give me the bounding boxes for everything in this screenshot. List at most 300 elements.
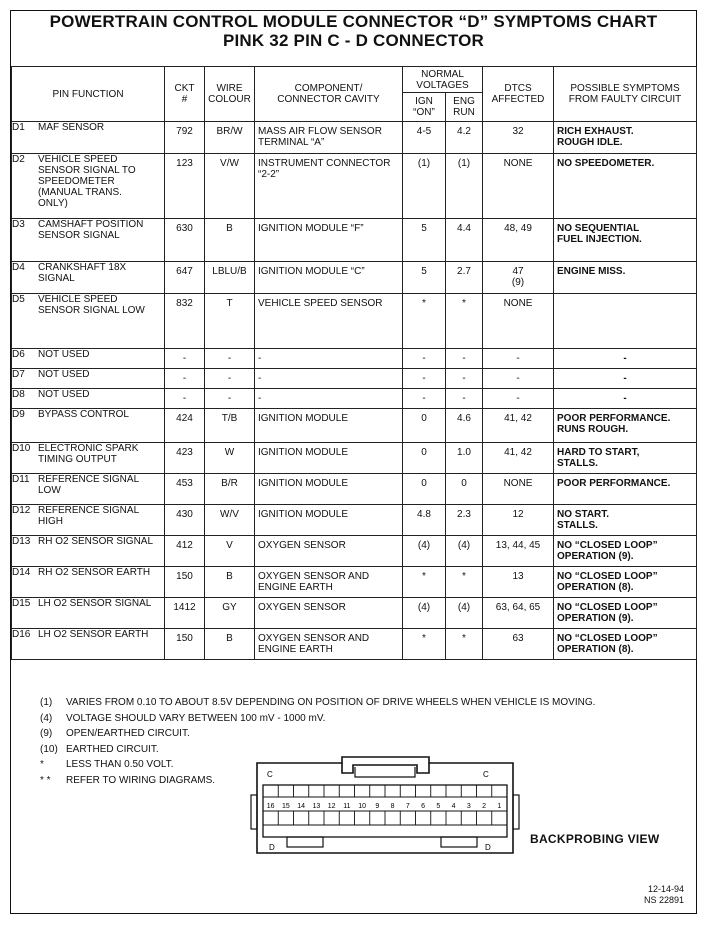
pin-id: D4 (12, 262, 25, 273)
cell-pin-function (12, 219, 165, 262)
pin-id: D2 (12, 154, 25, 165)
component-value: OXYGEN SENSOR (258, 540, 346, 551)
wire-colour-value: - (227, 393, 232, 404)
eng-run-value: 4.6 (457, 413, 471, 424)
cell-wire (205, 122, 255, 154)
eng-run-value: 1.0 (457, 447, 471, 458)
cell-component (255, 629, 403, 660)
cell-dtc (483, 629, 554, 660)
eng-run-value: - (462, 393, 466, 404)
pin-function-text: REFERENCE SIGNAL HIGH (38, 505, 140, 527)
wire-colour-value: B (226, 223, 233, 234)
pin-id: D1 (12, 122, 25, 133)
table-row (12, 409, 697, 443)
wire-colour-value: - (227, 353, 232, 364)
cell-ckt (165, 349, 205, 369)
table-row (12, 369, 697, 389)
footer-ref: NS 22891 (643, 895, 684, 905)
pin-id: D7 (12, 369, 25, 380)
symptom-value: - (623, 373, 627, 384)
ckt-value: 630 (176, 223, 193, 234)
cell-ckt (165, 536, 205, 567)
cell-run (446, 505, 483, 536)
pin-number: 1 (497, 803, 502, 810)
eng-run-value: 4.4 (457, 223, 471, 234)
connector-drawing (245, 755, 525, 860)
wire-colour-value: T/B (221, 413, 238, 424)
dtc-value: - (516, 393, 520, 404)
symptom-value: NO SEQUENTIAL FUEL INJECTION. (557, 223, 642, 245)
cell-ign (403, 474, 446, 505)
pin-id: D3 (12, 219, 25, 230)
header-ign-on: IGN “ON” (403, 93, 446, 122)
cell-pin-function (12, 389, 165, 409)
ckt-value: 832 (176, 298, 193, 309)
symptom-value: - (623, 353, 627, 364)
symptoms-table (11, 66, 697, 660)
table-row (12, 122, 697, 154)
wire-colour-value: T (226, 298, 233, 309)
pin-id: D10 (12, 443, 31, 454)
pin-function-text: VEHICLE SPEED SENSOR SIGNAL TO SPEEDOMETER (MANUAL TRANS. ONLY) (38, 154, 136, 209)
eng-run-value: - (462, 373, 466, 384)
cell-wire (205, 369, 255, 389)
table-row (12, 294, 697, 349)
cell-ckt (165, 294, 205, 349)
pin-function-text: BYPASS CONTROL (38, 409, 129, 420)
dtc-value: 41, 42 (504, 413, 532, 424)
dtc-value: - (516, 353, 520, 364)
cell-ckt (165, 567, 205, 598)
ckt-value: - (182, 393, 187, 404)
cell-pin-function (12, 122, 165, 154)
cell-ign (403, 262, 446, 294)
component-value: - (258, 373, 262, 384)
ign-on-value: 0 (421, 447, 427, 458)
cell-dtc (483, 443, 554, 474)
wire-colour-value: BR/W (216, 126, 243, 137)
wire-colour-value: B (226, 633, 233, 644)
cell-symptom (554, 505, 697, 536)
cell-pin-function (12, 505, 165, 536)
cell-ign (403, 369, 446, 389)
header-eng-run: ENG RUN (446, 93, 483, 122)
note-text: VOLTAGE SHOULD VARY BETWEEN 100 mV - 1000 mV. (66, 712, 326, 724)
table-row (12, 154, 697, 219)
cell-ign (403, 154, 446, 219)
component-value: INSTRUMENT CONNECTOR “2-2” (258, 158, 391, 180)
cell-pin-function (12, 598, 165, 629)
dtc-value: 32 (512, 126, 524, 137)
ign-on-value: 5 (421, 223, 427, 234)
eng-run-value: * (462, 633, 466, 644)
cell-ign (403, 349, 446, 369)
cell-ckt (165, 409, 205, 443)
note-text: OPEN/EARTHED CIRCUIT. (66, 728, 190, 739)
cell-wire (205, 349, 255, 369)
component-value: - (258, 393, 262, 404)
pin-number: 9 (375, 803, 380, 810)
cell-dtc (483, 598, 554, 629)
symptom-value: NO “CLOSED LOOP” OPERATION (9). (557, 540, 658, 562)
pin-number: 10 (358, 803, 367, 810)
note-key: (10) (40, 743, 58, 755)
backprobing-view-label: BACKPROBING VIEW (530, 832, 660, 846)
table-body (12, 122, 697, 660)
cell-symptom (554, 369, 697, 389)
cell-component (255, 389, 403, 409)
component-value: IGNITION MODULE “F” (258, 223, 364, 234)
cell-symptom (554, 536, 697, 567)
dtc-value: 47 (9) (511, 266, 525, 288)
pin-number: 4 (451, 803, 456, 810)
cell-component (255, 219, 403, 262)
pin-number: 12 (327, 803, 336, 810)
cell-dtc (483, 154, 554, 219)
cell-run (446, 369, 483, 389)
cell-ign (403, 629, 446, 660)
cell-wire (205, 294, 255, 349)
cell-wire (205, 536, 255, 567)
ckt-value: 423 (176, 447, 193, 458)
cell-ign (403, 409, 446, 443)
note-text: VARIES FROM 0.10 TO ABOUT 8.5V DEPENDING ON POSITION OF DRIVE WHEELS WHEN VEHICLE IS MOVING. (66, 697, 596, 708)
cell-wire (205, 409, 255, 443)
footer (620, 884, 684, 906)
cell-symptom (554, 349, 697, 369)
ckt-value: 430 (176, 509, 193, 520)
eng-run-value: 2.3 (457, 509, 471, 520)
header-normal-voltages: NORMAL VOLTAGES (403, 67, 483, 93)
cell-wire (205, 474, 255, 505)
cell-symptom (554, 262, 697, 294)
cell-run (446, 389, 483, 409)
ign-on-value: 4-5 (416, 126, 432, 137)
component-value: OXYGEN SENSOR (258, 602, 346, 613)
cell-component (255, 122, 403, 154)
dtc-value: 13, 44, 45 (495, 540, 541, 551)
cell-pin-function (12, 409, 165, 443)
ckt-value: - (182, 373, 187, 384)
pin-id: D5 (12, 294, 25, 305)
note-key: (4) (40, 712, 53, 724)
connector-label-d-left: D (269, 843, 275, 852)
symptom-value: NO START. STALLS. (557, 509, 610, 531)
cell-dtc (483, 567, 554, 598)
symptom-value: HARD TO START, STALLS. (557, 447, 640, 469)
component-value: - (258, 353, 262, 364)
cell-component (255, 567, 403, 598)
cell-symptom (554, 294, 697, 349)
table-row (12, 567, 697, 598)
pin-number: 7 (405, 803, 410, 810)
note-key: (9) (40, 728, 53, 739)
cell-symptom (554, 409, 697, 443)
component-value: VEHICLE SPEED SENSOR (258, 298, 383, 309)
cell-ign (403, 294, 446, 349)
cell-wire (205, 598, 255, 629)
note-key: * (40, 759, 44, 770)
title-line-1: POWERTRAIN CONTROL MODULE CONNECTOR “D” SYMPTOMS CHART (49, 12, 658, 31)
cell-wire (205, 262, 255, 294)
header-component: COMPONENT/ CONNECTOR CAVITY (255, 67, 403, 122)
wire-colour-value: W (224, 447, 235, 458)
cell-run (446, 409, 483, 443)
cell-wire (205, 389, 255, 409)
ign-on-value: * (422, 298, 426, 309)
cell-pin-function (12, 349, 165, 369)
cell-dtc (483, 122, 554, 154)
cell-ckt (165, 505, 205, 536)
ckt-value: 424 (176, 413, 193, 424)
table-row (12, 536, 697, 567)
table-row (12, 474, 697, 505)
cell-pin-function (12, 443, 165, 474)
pin-function-text: NOT USED (38, 349, 90, 360)
pin-function-text: VEHICLE SPEED SENSOR SIGNAL LOW (38, 294, 145, 316)
cell-component (255, 262, 403, 294)
eng-run-value: 2.7 (457, 266, 471, 277)
header-wire-colour: WIRE COLOUR (205, 67, 255, 122)
ign-on-value: (4) (417, 602, 431, 613)
cell-pin-function (12, 567, 165, 598)
note-item (40, 711, 595, 727)
pin-id: D14 (12, 567, 31, 578)
eng-run-value: 0 (461, 478, 467, 489)
cell-ckt (165, 389, 205, 409)
pin-number: 11 (343, 803, 351, 810)
component-value: IGNITION MODULE (258, 413, 349, 424)
cell-component (255, 536, 403, 567)
ckt-value: 150 (176, 571, 193, 582)
ign-on-value: 0 (421, 478, 427, 489)
cell-pin-function (12, 154, 165, 219)
cell-dtc (483, 389, 554, 409)
component-value: MASS AIR FLOW SENSOR TERMINAL “A” (258, 126, 382, 148)
ckt-value: 150 (176, 633, 193, 644)
symptom-value (554, 294, 696, 298)
pin-function-text: LH O2 SENSOR EARTH (38, 629, 149, 640)
ign-on-value: - (422, 393, 426, 404)
pin-id: D8 (12, 389, 25, 400)
dtc-value: 48, 49 (504, 223, 532, 234)
cell-component (255, 598, 403, 629)
symptom-value: RICH EXHAUST. ROUGH IDLE. (557, 126, 634, 148)
component-value: IGNITION MODULE “C” (258, 266, 365, 277)
pin-id: D6 (12, 349, 25, 360)
cell-symptom (554, 567, 697, 598)
pin-id: D11 (12, 474, 30, 485)
ign-on-value: - (422, 373, 426, 384)
component-value: OXYGEN SENSOR AND ENGINE EARTH (258, 633, 370, 655)
cell-pin-function (12, 369, 165, 389)
ckt-value: 647 (176, 266, 193, 277)
eng-run-value: (1) (457, 158, 471, 169)
pin-id: D16 (12, 629, 31, 640)
note-item (40, 695, 595, 711)
cell-run (446, 154, 483, 219)
table-row (12, 389, 697, 409)
cell-pin-function (12, 474, 165, 505)
table-row (12, 598, 697, 629)
ckt-value: 792 (176, 126, 193, 137)
ckt-value: 123 (176, 158, 193, 169)
table-row (12, 349, 697, 369)
cell-ign (403, 567, 446, 598)
note-text: EARTHED CIRCUIT. (66, 743, 159, 755)
cell-pin-function (12, 294, 165, 349)
cell-component (255, 505, 403, 536)
connector-label-c-right: C (483, 770, 489, 779)
header-ckt: CKT # (165, 67, 205, 122)
connector-diagram (245, 755, 525, 865)
cell-run (446, 598, 483, 629)
cell-dtc (483, 219, 554, 262)
cell-ign (403, 219, 446, 262)
ckt-value: 453 (176, 478, 193, 489)
dtc-value: 41, 42 (504, 447, 532, 458)
cell-ign (403, 598, 446, 629)
cell-ckt (165, 219, 205, 262)
note-text: REFER TO WIRING DIAGRAMS. (66, 774, 216, 786)
cell-ckt (165, 154, 205, 219)
dtc-value: 13 (512, 571, 524, 582)
cell-component (255, 349, 403, 369)
cell-wire (205, 443, 255, 474)
cell-symptom (554, 598, 697, 629)
pin-cells (278, 785, 492, 825)
table-row (12, 219, 697, 262)
symptom-value: NO SPEEDOMETER. (557, 158, 655, 169)
dtc-value: 63, 64, 65 (495, 602, 541, 613)
cell-run (446, 294, 483, 349)
dtc-value: NONE (503, 298, 533, 309)
cell-pin-function (12, 262, 165, 294)
eng-run-value: * (462, 571, 466, 582)
cell-ign (403, 536, 446, 567)
table-row (12, 629, 697, 660)
symptom-value: POOR PERFORMANCE. (557, 478, 671, 489)
component-value: OXYGEN SENSOR AND ENGINE EARTH (258, 571, 370, 593)
cell-symptom (554, 389, 697, 409)
cell-wire (205, 505, 255, 536)
table-row (12, 262, 697, 294)
pin-function-text: NOT USED (38, 369, 90, 380)
cell-run (446, 443, 483, 474)
ckt-value: 1412 (173, 602, 196, 613)
pin-function-text: LH O2 SENSOR SIGNAL (38, 598, 152, 609)
cell-symptom (554, 219, 697, 262)
symptom-value: POOR PERFORMANCE. RUNS ROUGH. (557, 413, 671, 435)
wire-colour-value: V/W (220, 158, 239, 169)
pin-id: D12 (12, 505, 31, 516)
cell-dtc (483, 349, 554, 369)
pin-number: 6 (421, 803, 426, 810)
pin-function-text: ELECTRONIC SPARK TIMING OUTPUT (38, 443, 139, 465)
cell-wire (205, 629, 255, 660)
pin-number-row (267, 803, 502, 810)
cell-symptom (554, 122, 697, 154)
ign-on-value: 4.8 (417, 509, 431, 520)
ign-on-value: * (422, 571, 426, 582)
note-key: * * (40, 774, 51, 786)
wire-colour-value: B/R (221, 478, 238, 489)
cell-component (255, 294, 403, 349)
wire-colour-value: LBLU/B (212, 266, 247, 277)
ckt-value: 412 (176, 540, 193, 551)
cell-dtc (483, 505, 554, 536)
note-item (40, 726, 595, 742)
cell-run (446, 536, 483, 567)
component-value: IGNITION MODULE (258, 478, 349, 489)
pin-function-text: RH O2 SENSOR SIGNAL (38, 536, 154, 547)
cell-symptom (554, 443, 697, 474)
wire-colour-value: V (226, 540, 233, 551)
title-line-2: PINK 32 PIN C - D CONNECTOR (222, 31, 485, 50)
ckt-value: - (182, 353, 187, 364)
cell-dtc (483, 369, 554, 389)
pin-id: D15 (12, 598, 31, 609)
pin-function-text: NOT USED (38, 389, 90, 400)
pin-id: D9 (12, 409, 25, 420)
cell-ign (403, 443, 446, 474)
cell-dtc (483, 409, 554, 443)
eng-run-value: (4) (457, 602, 471, 613)
pin-function-text: CAMSHAFT POSITION SENSOR SIGNAL (38, 219, 144, 241)
dtc-value: 63 (512, 633, 524, 644)
table-row (12, 505, 697, 536)
dtc-value: NONE (503, 478, 533, 489)
ign-on-value: 0 (421, 413, 427, 424)
cell-run (446, 122, 483, 154)
pin-number: 3 (466, 803, 471, 810)
cell-wire (205, 219, 255, 262)
footer-date: 12-14-94 (647, 884, 684, 894)
wire-colour-value: B (226, 571, 233, 582)
cell-component (255, 474, 403, 505)
cell-ckt (165, 122, 205, 154)
cell-dtc (483, 536, 554, 567)
cell-run (446, 219, 483, 262)
ign-on-value: 5 (421, 266, 427, 277)
symptom-value: NO “CLOSED LOOP” OPERATION (8). (557, 571, 658, 593)
chart-title (10, 12, 697, 50)
cell-ckt (165, 474, 205, 505)
ign-on-value: * (422, 633, 426, 644)
cell-component (255, 443, 403, 474)
cell-run (446, 629, 483, 660)
cell-wire (205, 567, 255, 598)
dtc-value: NONE (503, 158, 533, 169)
eng-run-value: - (462, 353, 466, 364)
pin-number: 5 (436, 803, 441, 810)
header-symptoms: POSSIBLE SYMPTOMS FROM FAULTY CIRCUIT (554, 67, 697, 122)
wire-colour-value: W/V (220, 509, 239, 520)
pin-function-text: REFERENCE SIGNAL LOW (38, 474, 140, 496)
cell-run (446, 474, 483, 505)
cell-component (255, 154, 403, 219)
wire-colour-value: - (227, 373, 232, 384)
header-pin-function: PIN FUNCTION (12, 67, 165, 122)
cell-ign (403, 389, 446, 409)
cell-pin-function (12, 536, 165, 567)
pin-number: 16 (266, 803, 275, 810)
connector-label-d-right: D (485, 843, 491, 852)
symptom-value: NO “CLOSED LOOP” OPERATION (9). (557, 602, 658, 624)
cell-ign (403, 505, 446, 536)
cell-ckt (165, 443, 205, 474)
pin-number: 15 (281, 803, 290, 810)
